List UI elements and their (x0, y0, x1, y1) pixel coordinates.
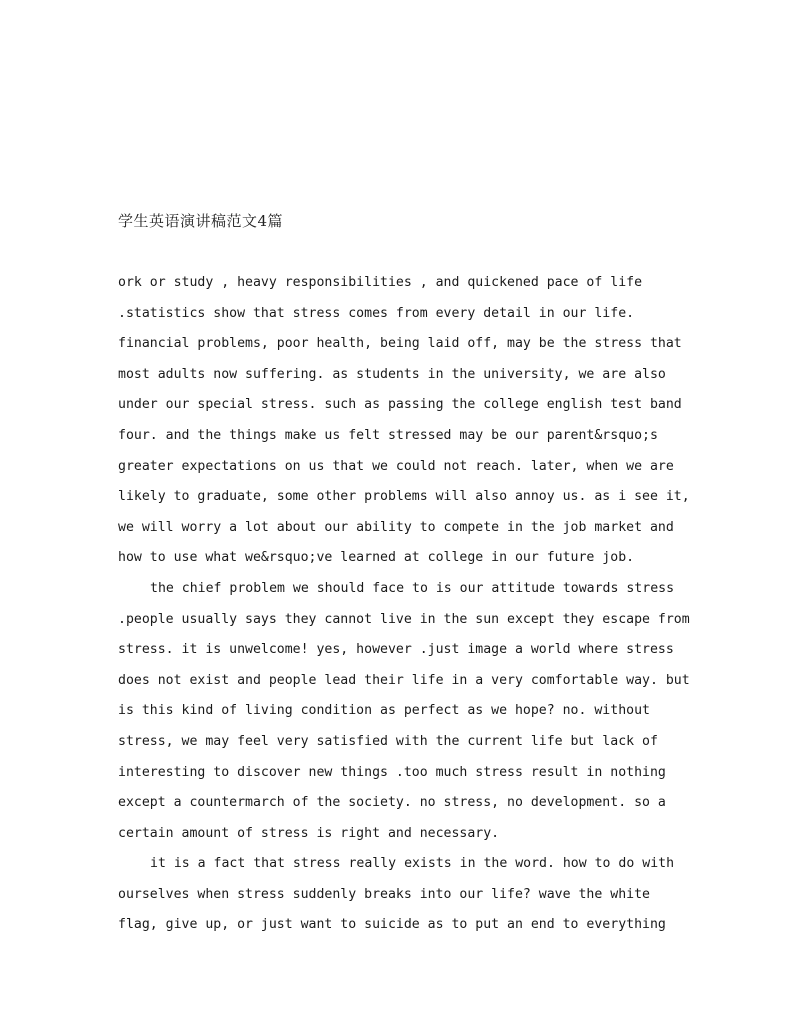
text-line: under our special stress. such as passing the college english test band (118, 397, 682, 413)
text-line: stress. it is unwelcome! yes, however .just image a world where stress (118, 642, 674, 658)
document-title: 学生英语演讲稿范文4篇 (118, 212, 284, 230)
text-line: most adults now suffering. as students in the university, we are also (118, 366, 666, 382)
document-body (118, 268, 698, 941)
text-line: greater expectations on us that we could not reach. later, when we are (118, 458, 674, 474)
text-line: stress, we may feel very satisfied with the current life but lack of (118, 733, 658, 749)
text-line: .statistics show that stress comes from every detail in our life. (118, 305, 635, 321)
text-line: ourselves when stress suddenly breaks into our life? wave the white (118, 886, 650, 902)
text-line: how to use what we&rsquo;ve learned at college in our future job. (118, 550, 635, 566)
text-line: is this kind of living condition as perfect as we hope? no. without (118, 703, 650, 719)
text-line: ork or study , heavy responsibilities , and quickened pace of life (118, 275, 643, 290)
text-line: certain amount of stress is right and necessary. (118, 825, 500, 841)
text-line: interesting to discover new things .too much stress result in nothing (118, 764, 666, 780)
text-line: financial problems, poor health, being laid off, may be the stress that (118, 336, 682, 352)
text-line: flag, give up, or just want to suicide as to put an end to everything (118, 917, 666, 933)
text-line: likely to graduate, some other problems will also annoy us. as i see it, (118, 489, 690, 505)
text-line: we will worry a lot about our ability to compete in the job market and (118, 519, 674, 535)
text-line: four. and the things make us felt stressed may be our parent&rsquo;s (118, 427, 658, 443)
text-line: except a countermarch of the society. no stress, no development. so a (118, 795, 666, 811)
paragraph-start-line: the chief problem we should face to is our attitude towards stress (150, 580, 675, 596)
text-line: does not exist and people lead their life in a very comfortable way. but (118, 672, 690, 688)
paragraph-start-line: it is a fact that stress really exists in the word. how to do with (150, 856, 675, 872)
text-line: .people usually says they cannot live in the sun except they escape from (118, 611, 690, 627)
